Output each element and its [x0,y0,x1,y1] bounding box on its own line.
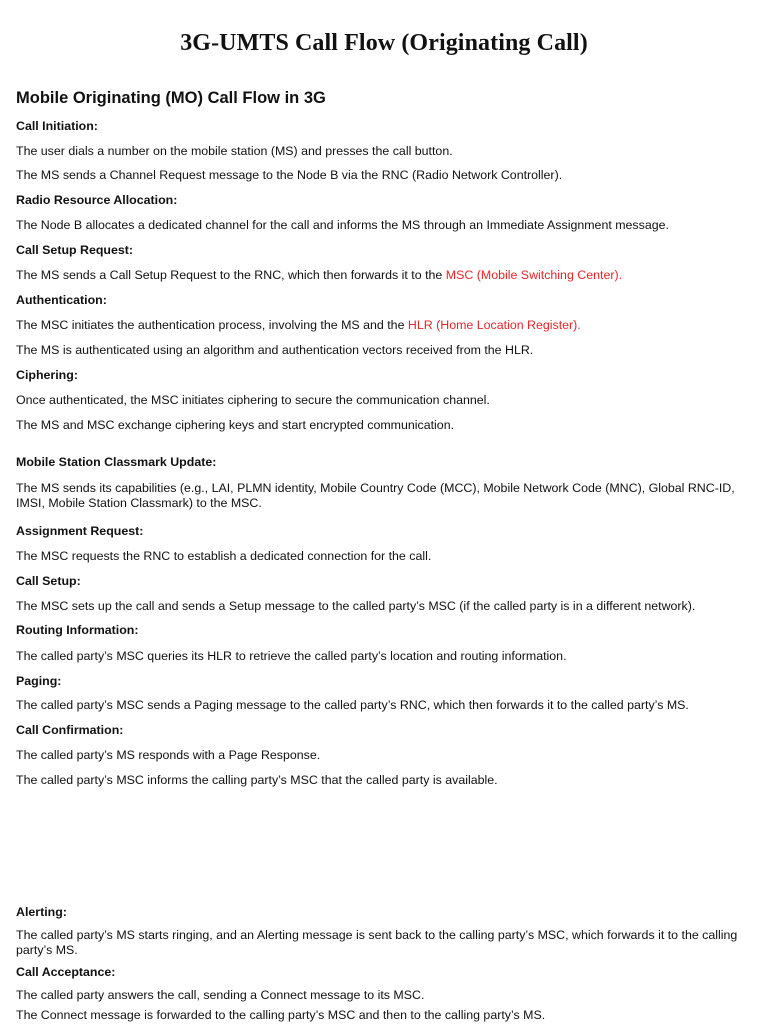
paragraph: The MS sends a Channel Request message to the Node B via the RNC (Radio Network Controller). [16,168,563,182]
paragraph: The user dials a number on the mobile station (MS) and presses the call button. [16,144,453,158]
paragraph: The Connect message is forwarded to the calling party’s MSC and then to the calling party’s MS. [16,1008,546,1022]
heading-assignment-request: Assignment Request: [16,524,144,538]
paragraph: The MS is authenticated using an algorithm and authentication vectors received from the HLR. [16,343,534,357]
heading-call-acceptance: Call Acceptance: [16,965,116,979]
highlight-hlr: HLR (Home Location Register). [407,318,581,332]
section-subtitle: Mobile Originating (MO) Call Flow in 3G [16,89,326,107]
paragraph: The called party’s MS responds with a Page Response. [16,748,321,762]
paragraph: The called party’s MSC sends a Paging message to the called party’s RNC, which then forwards it to the called party’s MS. [16,698,689,712]
paragraph-text: The MSC initiates the authentication process, involving the MS and the [16,318,408,332]
paragraph: The MSC requests the RNC to establish a dedicated connection for the call. [16,549,432,563]
paragraph: The called party’s MS starts ringing, and an Alerting message is sent back to the calling party’s MSC, which forwards it to the calling party’s MS. [16,928,738,957]
paragraph: The called party answers the call, sending a Connect message to its MSC. [16,988,425,1002]
paragraph-with-highlight [16,268,752,283]
heading-routing-information: Routing Information: [16,623,139,637]
paragraph: The MSC sets up the call and sends a Setup message to the called party’s MSC (if the called party is in a different network). [16,599,696,613]
paragraph-with-highlight [16,318,752,333]
heading-call-initiation: Call Initiation: [16,119,98,133]
page-title: 3G-UMTS Call Flow (Originating Call) [180,30,588,56]
heading-classmark-update: Mobile Station Classmark Update: [16,455,217,469]
heading-radio-resource-allocation: Radio Resource Allocation: [16,193,178,207]
heading-call-setup-request: Call Setup Request: [16,243,134,257]
paragraph: The called party’s MSC informs the calling party’s MSC that the called party is available. [16,773,498,787]
heading-call-setup: Call Setup: [16,574,81,588]
heading-call-confirmation: Call Confirmation: [16,723,124,737]
paragraph: The Node B allocates a dedicated channel for the call and informs the MS through an Immediate Assignment message. [16,218,669,232]
heading-paging: Paging: [16,674,62,688]
paragraph: Once authenticated, the MSC initiates ciphering to secure the communication channel. [16,393,490,407]
heading-ciphering: Ciphering: [16,368,78,382]
paragraph-text: The MS sends a Call Setup Request to the RNC, which then forwards it to the [16,268,446,282]
heading-alerting: Alerting: [16,905,67,919]
highlight-msc: MSC (Mobile Switching Center). [445,268,623,282]
heading-authentication: Authentication: [16,293,107,307]
paragraph: The called party’s MSC queries its HLR to retrieve the called party’s location and routing information. [16,649,567,663]
paragraph: The MS and MSC exchange ciphering keys and start encrypted communication. [16,418,455,432]
paragraph: The MS sends its capabilities (e.g., LAI, PLMN identity, Mobile Country Code (MCC), Mobile Network Code (MNC), Global RNC-ID, IMSI, Mobile Station Classmark) to the MSC. [16,481,735,510]
